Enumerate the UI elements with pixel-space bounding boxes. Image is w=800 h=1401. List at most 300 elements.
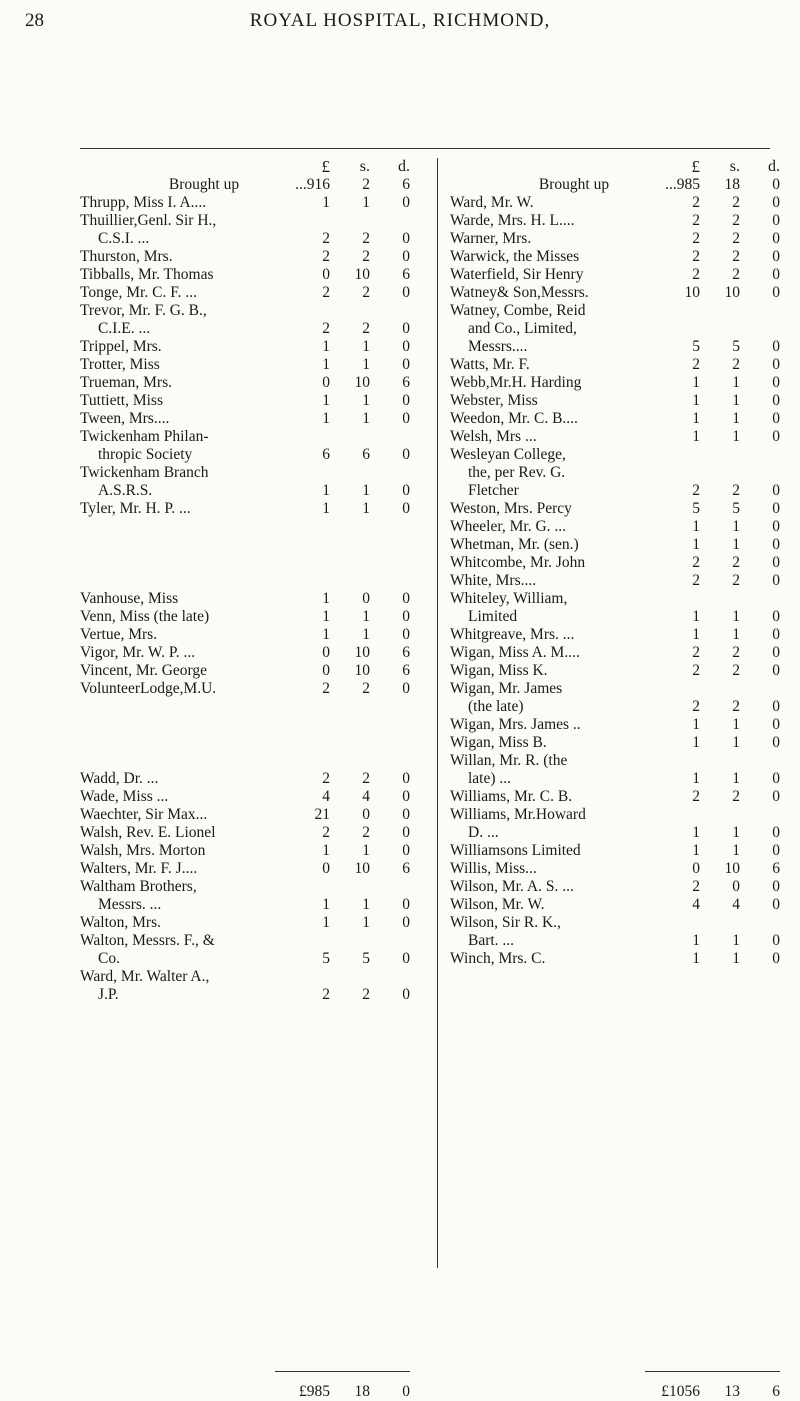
pounds: 1 [322, 608, 330, 625]
shillings: 1 [732, 770, 740, 787]
subscriber-name: Walsh, Mrs. Morton [80, 842, 206, 859]
pounds: 2 [322, 230, 330, 247]
shillings: 1 [732, 518, 740, 535]
total-rule [645, 1371, 780, 1372]
pounds: ...985 [665, 176, 700, 193]
shillings: 1 [732, 824, 740, 841]
pounds: 2 [692, 356, 700, 373]
subscriber-name: Warwick, the Misses [450, 248, 580, 265]
pence: 0 [772, 608, 780, 625]
pounds: 0 [322, 374, 330, 391]
subscriber-name: VolunteerLodge,M.U. [80, 680, 217, 697]
entry-row [80, 410, 410, 428]
shillings: 1 [362, 608, 370, 625]
pounds: 1 [692, 536, 700, 553]
pence: 0 [772, 554, 780, 571]
subscriber-name: Whitgreave, Mrs. ... [450, 626, 575, 643]
entry-row [80, 698, 410, 716]
shillings: 0 [732, 878, 740, 895]
pence: 6 [772, 860, 780, 877]
subscriber-name: Whiteley, William, [450, 590, 568, 607]
entry-row [450, 194, 780, 212]
pounds: 1 [322, 842, 330, 859]
entry-row [80, 554, 410, 572]
entry-row [450, 572, 780, 590]
pence: 0 [772, 212, 780, 229]
pence: 0 [402, 788, 410, 805]
entry-row [80, 914, 410, 932]
entry-row [80, 320, 410, 338]
subscriber-name: Warner, Mrs. [450, 230, 532, 247]
subscriber-name: Ward, Mr. Walter A., [80, 968, 210, 985]
shillings: 6 [362, 446, 370, 463]
subscriber-name: Walton, Mrs. [80, 914, 161, 931]
right-column [450, 157, 780, 1400]
pence: 6 [402, 860, 410, 877]
subscriber-name: Watts, Mr. F. [450, 356, 530, 373]
total-pence: 0 [402, 1383, 410, 1400]
pence: 0 [772, 536, 780, 553]
entry-row [80, 590, 410, 608]
pence: 0 [772, 626, 780, 643]
entry-row [80, 662, 410, 680]
entry-row [450, 932, 780, 950]
pounds: 1 [692, 518, 700, 535]
page-number: 28 [25, 10, 44, 31]
pence: 0 [772, 248, 780, 265]
pence: 0 [772, 932, 780, 949]
subscriber-name: Fletcher [468, 482, 519, 499]
pence: 0 [402, 410, 410, 427]
pounds: 1 [692, 392, 700, 409]
shillings: 2 [732, 356, 740, 373]
entry-row [80, 644, 410, 662]
entry-row [80, 428, 410, 446]
entry-row [450, 356, 780, 374]
pounds: 5 [692, 338, 700, 355]
entry-row [450, 788, 780, 806]
shillings: 2 [732, 230, 740, 247]
shillings: 10 [354, 266, 370, 283]
subscriber-name: Vigor, Mr. W. P. ... [80, 644, 196, 661]
entry-row [450, 878, 780, 896]
running-title: ROYAL HOSPITAL, RICHMOND, [249, 10, 551, 31]
pounds: 1 [692, 410, 700, 427]
subscriber-name: Trotter, Miss [80, 356, 160, 373]
entry-row [450, 806, 780, 824]
pence: 0 [402, 626, 410, 643]
shillings: 0 [362, 806, 370, 823]
pounds: 1 [692, 608, 700, 625]
shillings: 2 [362, 770, 370, 787]
pence: 0 [772, 788, 780, 805]
subscriber-name: Vanhouse, Miss [80, 590, 179, 607]
entry-row [80, 482, 410, 500]
pounds: 1 [322, 500, 330, 517]
shillings: 2 [362, 680, 370, 697]
shillings: 2 [362, 176, 370, 193]
entry-row [80, 284, 410, 302]
pounds: 1 [692, 932, 700, 949]
subscriber-list [450, 194, 780, 968]
pounds: 2 [322, 770, 330, 787]
pence-header: d. [768, 158, 780, 175]
entry-row [80, 392, 410, 410]
shillings: 2 [362, 284, 370, 301]
pence: 0 [772, 428, 780, 445]
entry-row [450, 896, 780, 914]
pence: 0 [402, 806, 410, 823]
pence: 0 [772, 770, 780, 787]
shillings: 1 [362, 626, 370, 643]
entry-row [80, 878, 410, 896]
brought-up-label: Brought up [168, 176, 240, 193]
subscriber-name: Messrs. ... [98, 896, 162, 913]
subscriber-name: Walters, Mr. F. J.... [80, 860, 198, 877]
entry-row [80, 932, 410, 950]
shillings: 2 [362, 986, 370, 1003]
subscriber-name: Watney& Son,Messrs. [450, 284, 589, 301]
entry-row [450, 374, 780, 392]
shillings: 2 [362, 320, 370, 337]
pence: 0 [402, 770, 410, 787]
shillings-header: s. [729, 158, 740, 175]
pence: 0 [402, 194, 410, 211]
pounds: 0 [322, 662, 330, 679]
shillings: 1 [732, 626, 740, 643]
pence: 0 [402, 986, 410, 1003]
subscriber-name: Tibballs, Mr. Thomas [80, 266, 214, 283]
pounds: 1 [322, 914, 330, 931]
shillings: 1 [732, 536, 740, 553]
pence: 0 [772, 338, 780, 355]
entry-row [450, 302, 780, 320]
shillings: 5 [362, 950, 370, 967]
shillings: 2 [732, 698, 740, 715]
pounds: 2 [322, 320, 330, 337]
entry-row [450, 860, 780, 878]
pence: 0 [772, 662, 780, 679]
shillings: 10 [354, 374, 370, 391]
entry-row [80, 986, 410, 1004]
entry-row [80, 212, 410, 230]
entry-row [80, 842, 410, 860]
subscriber-name: Willan, Mr. R. (the [450, 752, 568, 769]
subscriber-name: Webb,Mr.H. Harding [450, 374, 582, 391]
pounds: 2 [692, 644, 700, 661]
entry-row [80, 302, 410, 320]
subscriber-name: Wigan, Mrs. James .. [450, 716, 581, 733]
entry-row [80, 338, 410, 356]
entry-row [450, 842, 780, 860]
pounds: 1 [692, 842, 700, 859]
shillings: 2 [732, 644, 740, 661]
pounds: 1 [322, 410, 330, 427]
entry-row [450, 698, 780, 716]
entry-row [80, 788, 410, 806]
currency-header [450, 158, 780, 176]
subscriber-name: Tween, Mrs.... [80, 410, 170, 427]
pounds-header: £ [321, 157, 330, 176]
pence: 0 [772, 698, 780, 715]
subscriber-name: White, Mrs.... [450, 572, 537, 589]
entry-row [450, 482, 780, 500]
shillings: 1 [732, 842, 740, 859]
pounds: 1 [322, 482, 330, 499]
pounds: 0 [322, 266, 330, 283]
shillings: 2 [362, 824, 370, 841]
subscriber-name: Waechter, Sir Max... [80, 806, 208, 823]
entry-row [450, 752, 780, 770]
pounds: 2 [322, 680, 330, 697]
subscriber-list [80, 194, 410, 1004]
currency-header [80, 158, 410, 176]
subscriber-name: Welsh, Mrs ... [450, 428, 537, 445]
subscriber-name: Vertue, Mrs. [80, 626, 158, 643]
entry-row [450, 464, 780, 482]
pounds: 4 [322, 788, 330, 805]
pounds: 21 [314, 806, 330, 823]
subscriber-name: Walton, Messrs. F., & [80, 932, 215, 949]
entry-row [450, 428, 780, 446]
shillings: 5 [732, 338, 740, 355]
entry-row [80, 500, 410, 518]
pence: 0 [402, 446, 410, 463]
pounds: 2 [692, 248, 700, 265]
pounds: 1 [692, 734, 700, 751]
entry-row [450, 608, 780, 626]
shillings: 1 [732, 950, 740, 967]
shillings: 1 [732, 734, 740, 751]
pence: 0 [772, 176, 780, 193]
entry-row [450, 590, 780, 608]
total-pounds: £985 [299, 1383, 330, 1400]
pounds: 0 [322, 644, 330, 661]
pence-header: d. [398, 158, 410, 175]
entry-row [450, 500, 780, 518]
pounds: 2 [692, 266, 700, 283]
entry-row [450, 626, 780, 644]
shillings: 1 [362, 392, 370, 409]
pounds: 0 [322, 860, 330, 877]
entry-row [450, 446, 780, 464]
entry-row [450, 680, 780, 698]
shillings: 10 [724, 284, 740, 301]
pounds: 1 [322, 194, 330, 211]
shillings: 1 [732, 932, 740, 949]
shillings: 1 [362, 338, 370, 355]
pence: 0 [772, 950, 780, 967]
subscriber-name: Williams, Mr.Howard [450, 806, 586, 823]
pounds: 1 [322, 356, 330, 373]
pounds: 2 [322, 248, 330, 265]
entry-row [80, 248, 410, 266]
subscriber-name: Webster, Miss [450, 392, 538, 409]
entry-row [450, 770, 780, 788]
brought-up-row [450, 176, 780, 194]
shillings: 10 [724, 860, 740, 877]
entry-row [450, 914, 780, 932]
subscriber-name: thropic Society [98, 446, 193, 463]
pence: 6 [402, 266, 410, 283]
shillings: 4 [732, 896, 740, 913]
total-rule [275, 1371, 410, 1372]
pence: 6 [402, 374, 410, 391]
pounds: 1 [322, 626, 330, 643]
subscriber-name: Whitcombe, Mr. John [450, 554, 586, 571]
pence: 0 [772, 824, 780, 841]
pence: 6 [402, 662, 410, 679]
left-column [80, 157, 410, 1400]
shillings: 2 [732, 554, 740, 571]
shillings: 2 [732, 662, 740, 679]
entry-row [450, 644, 780, 662]
total-shillings: 13 [724, 1383, 740, 1400]
subscriber-name: late) ... [468, 770, 512, 787]
shillings: 0 [362, 590, 370, 607]
shillings: 10 [354, 644, 370, 661]
pounds: 5 [692, 500, 700, 517]
shillings: 4 [362, 788, 370, 805]
shillings: 1 [732, 392, 740, 409]
entry-row [80, 752, 410, 770]
pence: 0 [772, 518, 780, 535]
entry-row [450, 716, 780, 734]
shillings: 1 [362, 896, 370, 913]
pounds: 1 [322, 392, 330, 409]
subscriber-name: Co. [98, 950, 120, 967]
pence: 0 [402, 248, 410, 265]
pence: 0 [772, 356, 780, 373]
pence: 0 [402, 230, 410, 247]
pence: 0 [772, 500, 780, 517]
pounds: 1 [692, 824, 700, 841]
pounds: 1 [692, 950, 700, 967]
subscriber-name: Trevor, Mr. F. G. B., [80, 302, 207, 319]
pounds: 1 [322, 338, 330, 355]
pounds: 4 [692, 896, 700, 913]
pounds: 2 [692, 878, 700, 895]
entry-row [450, 662, 780, 680]
total-pounds: £1056 [661, 1383, 700, 1400]
pence: 0 [402, 950, 410, 967]
entry-row [80, 356, 410, 374]
subscriber-name: Thrupp, Miss I. A.... [80, 194, 207, 211]
pounds: 1 [692, 626, 700, 643]
shillings: 1 [732, 428, 740, 445]
subscriber-name: Wigan, Miss K. [450, 662, 548, 679]
subscriber-name: Wade, Miss ... [80, 788, 169, 805]
shillings: 1 [732, 410, 740, 427]
pence: 0 [402, 842, 410, 859]
entry-row [80, 266, 410, 284]
pounds: 2 [692, 698, 700, 715]
subscriber-name: Wadd, Dr. ... [80, 770, 159, 787]
pounds: 2 [692, 482, 700, 499]
shillings: 2 [732, 194, 740, 211]
entry-row [80, 770, 410, 788]
subscriber-name: Twickenham Branch [80, 464, 209, 481]
entry-row [450, 284, 780, 302]
entry-row [450, 230, 780, 248]
pence: 0 [402, 608, 410, 625]
subscriber-name: Messrs.... [468, 338, 528, 355]
pence: 0 [772, 392, 780, 409]
shillings: 1 [362, 914, 370, 931]
shillings: 1 [362, 410, 370, 427]
pounds: 1 [322, 590, 330, 607]
shillings: 10 [354, 860, 370, 877]
subscriber-name: Warde, Mrs. H. L.... [450, 212, 575, 229]
subscriber-name: Wilson, Mr. W. [450, 896, 545, 913]
subscriber-name: Tyler, Mr. H. P. ... [80, 500, 191, 517]
subscriber-name: Weston, Mrs. Percy [450, 500, 572, 517]
entry-row [80, 518, 410, 536]
pounds: 2 [692, 212, 700, 229]
shillings: 1 [362, 842, 370, 859]
shillings: 1 [732, 608, 740, 625]
shillings: 2 [732, 482, 740, 499]
entry-row [80, 860, 410, 878]
entry-row [80, 536, 410, 554]
pence: 0 [402, 482, 410, 499]
shillings: 5 [732, 500, 740, 517]
entry-row [450, 950, 780, 968]
pence: 0 [772, 572, 780, 589]
entry-row [80, 716, 410, 734]
subscriber-name: Winch, Mrs. C. [450, 950, 546, 967]
pence: 0 [772, 230, 780, 247]
total-pence: 6 [772, 1383, 780, 1400]
shillings: 1 [732, 374, 740, 391]
pounds: 6 [322, 446, 330, 463]
shillings: 1 [362, 194, 370, 211]
subscriber-name: Williams, Mr. C. B. [450, 788, 573, 805]
entry-row [80, 734, 410, 752]
subscriber-name: C.I.E. ... [98, 320, 151, 337]
pounds: 2 [692, 572, 700, 589]
pence: 0 [402, 896, 410, 913]
entry-row [450, 248, 780, 266]
pence: 0 [402, 500, 410, 517]
entry-row [450, 338, 780, 356]
subscriber-name: Tuttiett, Miss [80, 392, 163, 409]
total-row [450, 1383, 780, 1401]
subscriber-name: Trippel, Mrs. [80, 338, 162, 355]
entry-row [450, 212, 780, 230]
subscriber-name: Watney, Combe, Reid [450, 302, 586, 319]
entry-row [80, 230, 410, 248]
subscriber-name: A.S.R.S. [98, 482, 153, 499]
pounds: 2 [692, 662, 700, 679]
pounds: 2 [322, 986, 330, 1003]
pence: 0 [772, 896, 780, 913]
pounds: 1 [692, 770, 700, 787]
subscriber-name: Wigan, Miss B. [450, 734, 547, 751]
entry-row [80, 950, 410, 968]
pence: 0 [772, 284, 780, 301]
entry-row [450, 734, 780, 752]
pence: 0 [402, 824, 410, 841]
total-row [80, 1383, 410, 1401]
subscriber-name: Thurston, Mrs. [80, 248, 173, 265]
pounds: 10 [684, 284, 700, 301]
pounds: 2 [692, 554, 700, 571]
page-header [0, 10, 800, 50]
entry-row [80, 194, 410, 212]
pounds: 2 [322, 284, 330, 301]
pounds: 2 [322, 824, 330, 841]
